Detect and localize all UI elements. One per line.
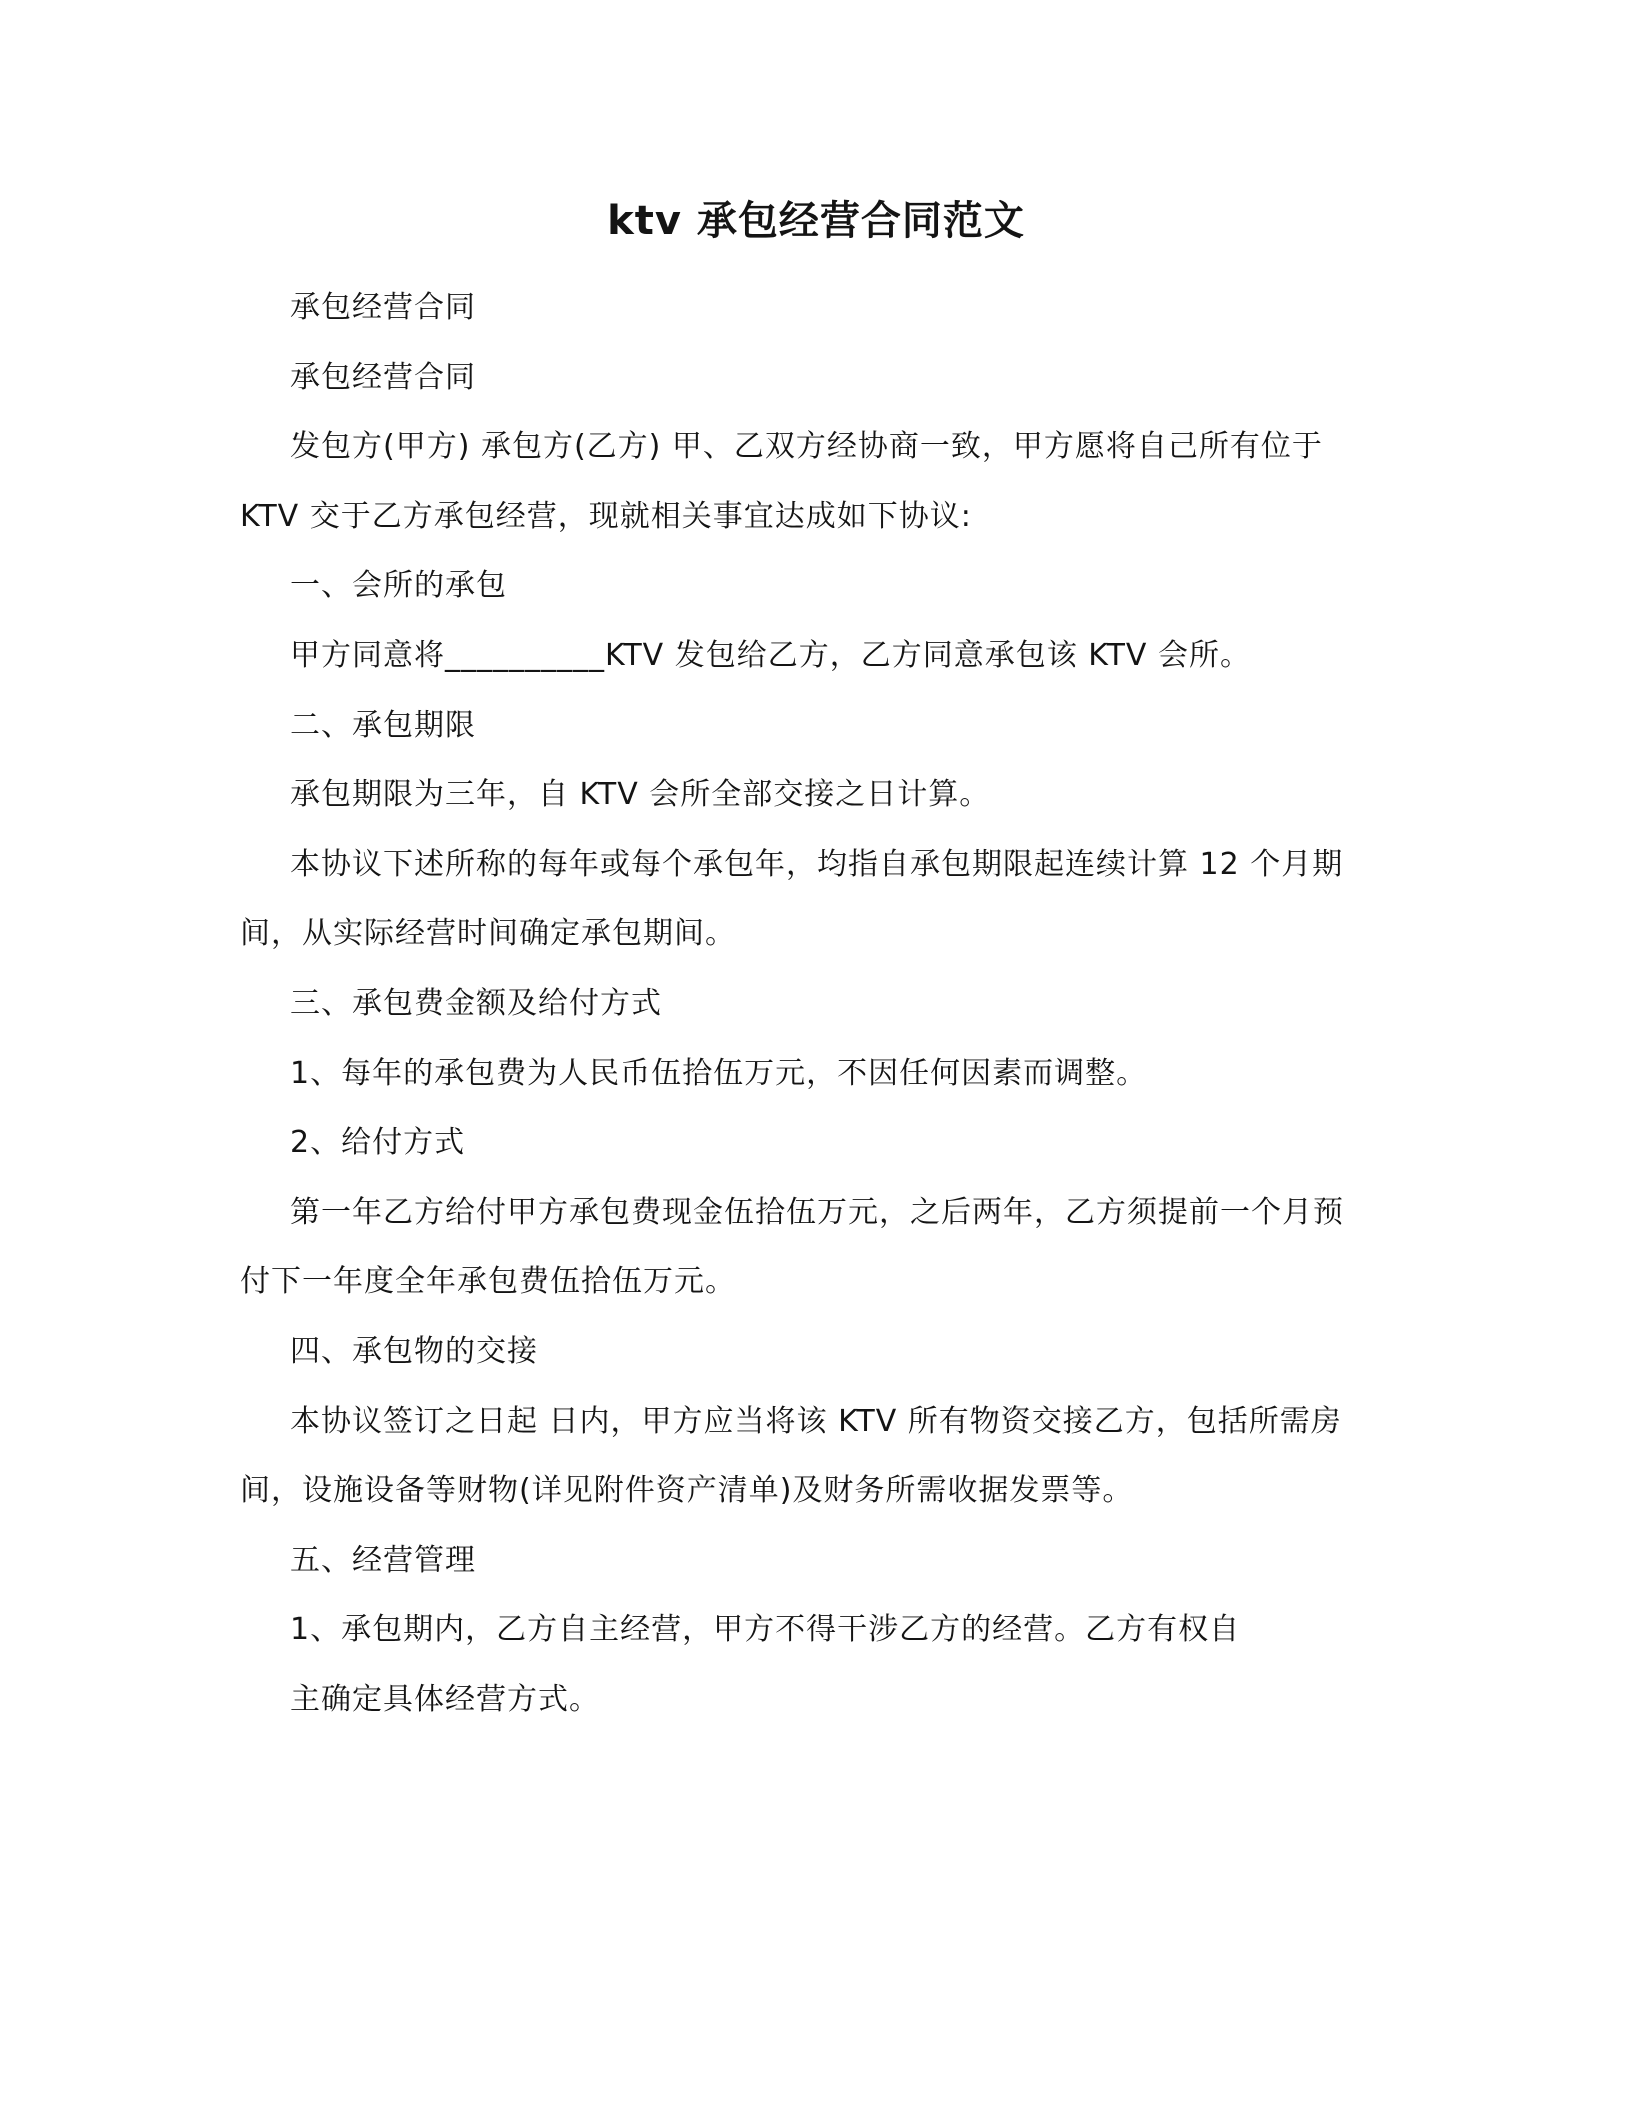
text-line: 四、承包物的交接 [290,1333,538,1369]
text-line: 2、给付方式 [290,1125,466,1161]
text-line: 承包经营合同 [290,359,476,395]
text-line: 一、会所的承包 [290,568,507,604]
text-line: 本协议签订之日起 日内，甲方应当将该 KTV 所有物资交接乙方，包括所需房 [290,1403,1342,1439]
text-line: 二、承包期限 [290,707,476,743]
text-line: KTV 交于乙方承包经营，现就相关事宜达成如下协议: [240,498,972,534]
text-line: 1、每年的承包费为人民币伍拾伍万元，不因任何因素而调整。 [290,1055,1148,1091]
text-line: 甲方同意将__________KTV 发包给乙方，乙方同意承包该 KTV 会所。 [290,637,1251,673]
text-line: 承包经营合同 [290,290,476,325]
document-body [240,273,1390,1734]
text-line: 第一年乙方给付甲方承包费现金伍拾伍万元，之后两年，乙方须提前一个月预 [290,1194,1344,1230]
text-line: 间，从实际经营时间确定承包期间。 [240,916,736,952]
text-line: 五、经营管理 [290,1542,476,1578]
text-line: 间，设施设备等财物(详见附件资产清单)及财务所需收据发票等。 [240,1473,1134,1509]
text-line: 主确定具体经营方式。 [290,1681,600,1717]
document-title: ktv 承包经营合同范文 [607,198,1025,244]
text-line: 本协议下述所称的每年或每个承包年，均指自承包期限起连续计算 12 个月期 [290,846,1344,882]
text-line: 承包期限为三年，自 KTV 会所全部交接之日计算。 [290,777,991,813]
text-line: 付下一年度全年承包费伍拾伍万元。 [240,1264,736,1300]
text-line: 1、承包期内，乙方自主经营，甲方不得干涉乙方的经营。乙方有权自 [290,1612,1241,1648]
text-line: 三、承包费金额及给付方式 [290,985,662,1021]
text-line: 发包方(甲方) 承包方(乙方) 甲、乙双方经协商一致，甲方愿将自己所有位于 [290,429,1323,465]
